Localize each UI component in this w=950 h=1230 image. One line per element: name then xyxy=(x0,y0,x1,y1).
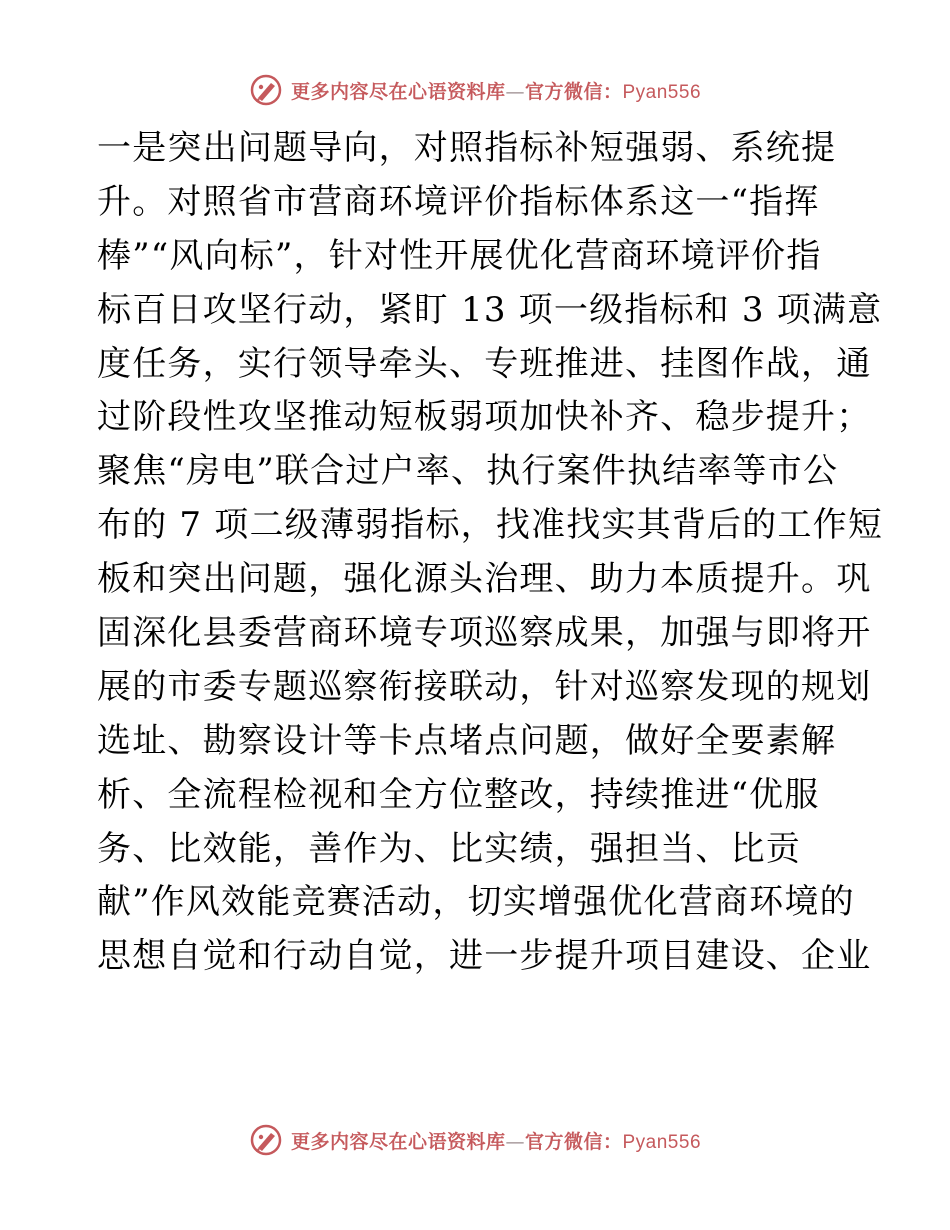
footer-wechat-id: Pyan556 xyxy=(622,1131,702,1153)
body-line-16: 思想自觉和行动自觉，进一步提升项目建设、企业 xyxy=(97,936,872,977)
body-line-10: 固深化县委营商环境专项巡察成果，加强与即将开 xyxy=(97,613,872,654)
body-line-5: 度任务，实行领导牵头、专班推进、挂图作战，通 xyxy=(97,343,872,384)
header-site-name: 更多内容尽在心语资料库 xyxy=(290,80,506,103)
body-line-6: 过阶段性攻坚推动短板弱项加快补齐、稳步提升； xyxy=(97,397,872,438)
footer-banner xyxy=(0,1120,950,1160)
pen-seal-icon xyxy=(249,73,283,107)
body-line-7: 聚焦“房电”联合过户率、执行案件执结率等市公 xyxy=(97,451,839,492)
footer-wechat-label: 官方微信： xyxy=(524,1130,623,1153)
body-line-1: 一是突出问题导向，对照指标补短强弱、系统提 xyxy=(97,128,837,168)
body-line-14: 务、比效能，善作为、比实绩，强担当、比贡 xyxy=(97,828,801,869)
body-line-9: 板和突出问题，强化源头治理、助力本质提升。巩 xyxy=(97,559,872,600)
body-line-2: 升。对照省市营商环境评价指标体系这一“指挥 xyxy=(97,181,820,222)
body-line-11: 展的市委专题巡察衔接联动，针对巡察发现的规划 xyxy=(97,666,872,707)
header-wechat-id: Pyan556 xyxy=(622,81,702,103)
body-line-4: 标百日攻坚行动，紧盯 13 项一级指标和 3 项满意 xyxy=(97,289,883,330)
footer-text xyxy=(291,1127,701,1154)
document-body xyxy=(97,122,884,984)
body-line-8: 布的 7 项二级薄弱指标，找准找实其背后的工作短 xyxy=(97,505,884,546)
body-line-12: 选址、勘察设计等卡点堵点问题，做好全要素解 xyxy=(97,720,837,761)
body-line-15: 献”作风效能竞赛活动，切实增强优化营商环境的 xyxy=(97,882,855,923)
footer-site-name: 更多内容尽在心语资料库 xyxy=(290,1130,506,1153)
body-line-13: 析、全流程检视和全方位整改，持续推进“优服 xyxy=(97,774,820,815)
footer-separator: — xyxy=(505,1130,525,1153)
header-separator: — xyxy=(505,80,525,103)
body-line-3: 棒”“风向标”，针对性开展优化营商环境评价指 xyxy=(97,235,822,276)
header-text xyxy=(291,77,701,104)
pen-seal-icon xyxy=(249,1123,283,1157)
header-banner xyxy=(0,70,950,110)
header-wechat-label: 官方微信： xyxy=(524,80,623,103)
